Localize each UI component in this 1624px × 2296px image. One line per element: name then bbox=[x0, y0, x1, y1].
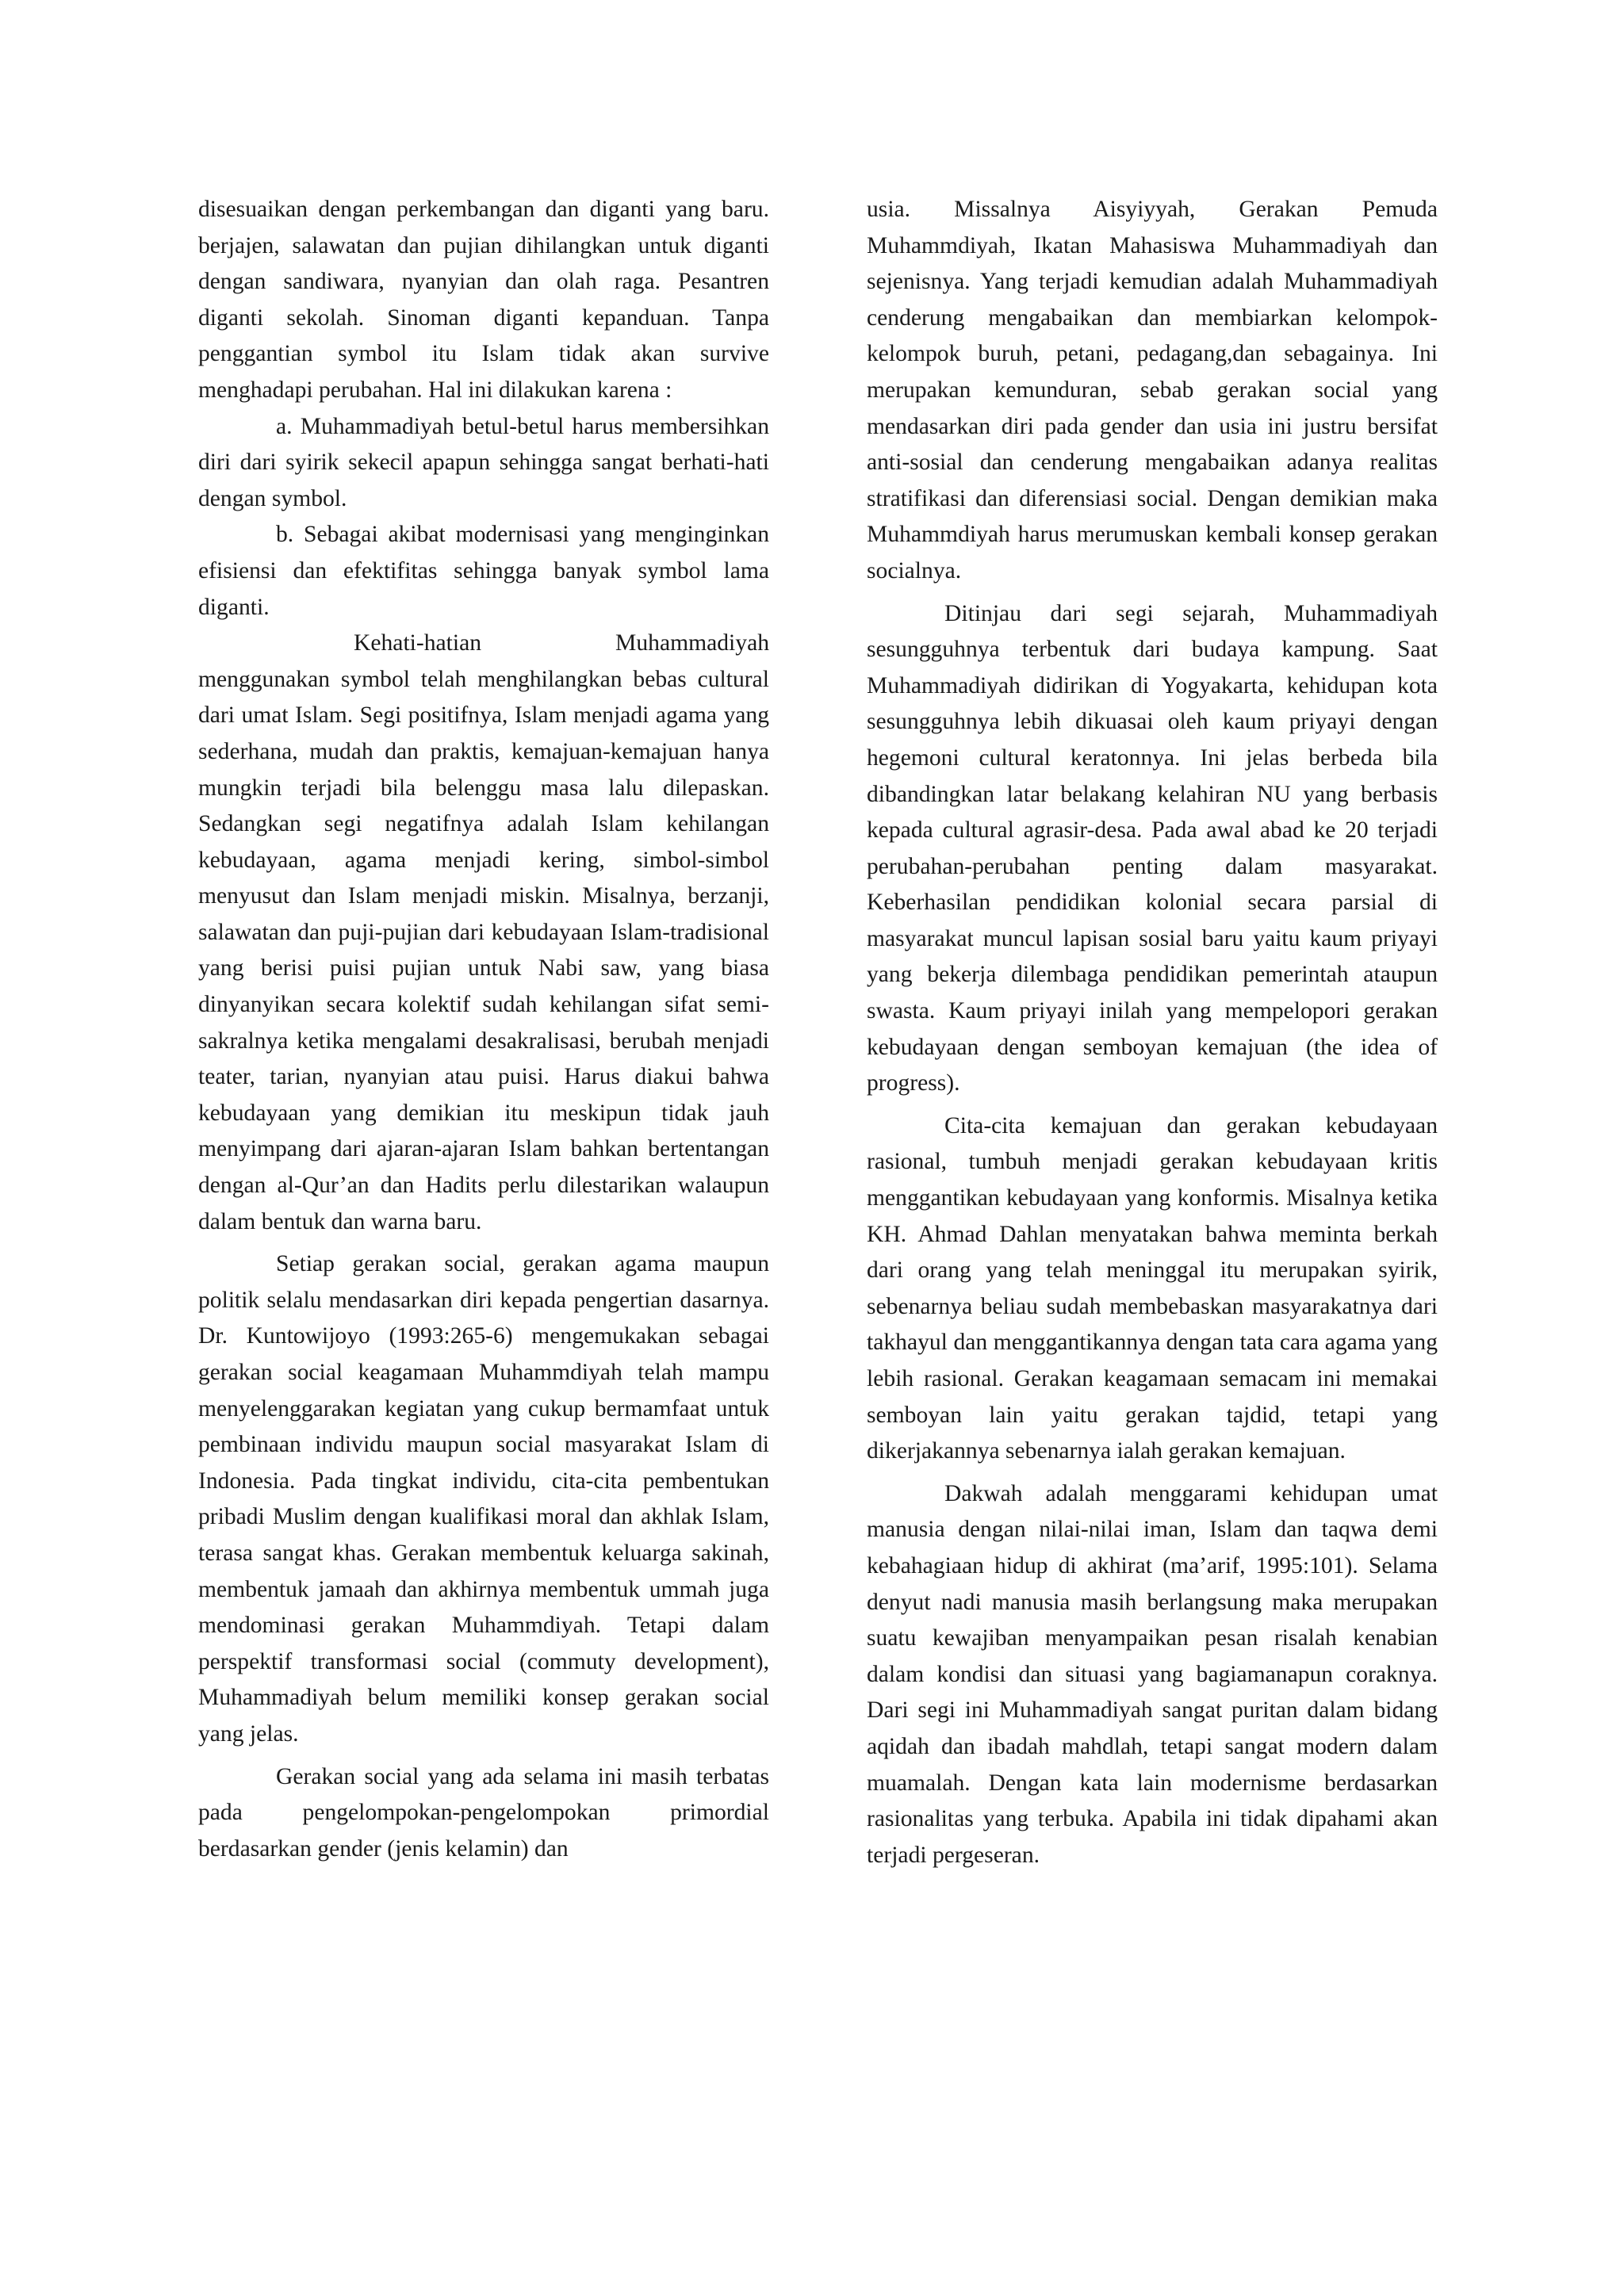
text-segment: Muhammadiyah bbox=[615, 630, 769, 656]
left-column bbox=[198, 192, 769, 1867]
paragraph: disesuaikan dengan perkembangan dan diganti yang baru. berjajen, salawatan dan pujian dihilangkan untuk diganti dengan sandiwara, nyanyian dan olah raga. Pesantren diganti sekolah. Sinoman diganti kepanduan. Tanpa penggantian symbol itu Islam tidak akan survive menghadapi perubahan. Hal ini dilakukan karena : bbox=[198, 197, 769, 403]
list-item-b: b. Sebagai akibat modernisasi yang menginginkan efisiensi dan efektifitas sehingga banyak symbol lama diganti. bbox=[198, 522, 769, 620]
list-item-a: a. Muhammadiyah betul-betul harus membersihkan diri dari syirik sekecil apapun sehingga sangat berhati-hati dengan symbol. bbox=[198, 413, 769, 511]
paragraph: usia. Missalnya Aisyiyyah, Gerakan Pemuda Muhammdiyah, Ikatan Mahasiswa Muhammadiyah dan sejenisnya. Yang terjadi kemudian adalah Muhammadiyah cenderung mengabaikan dan membiarkan kelompok-kelompok buruh, petani, pedagang,dan sebagainya. Ini merupakan kemunduran, sebab gerakan social yang mendasarkan diri pada gender dan usia ini justru bersifat anti-sosial dan cenderung mengabaikan adanya realitas stratifikasi dan diferensiasi social. Dengan demikian maka Muhammdiyah harus merumuskan kembali konsep gerakan socialnya. bbox=[867, 197, 1438, 584]
paragraph: Dakwah adalah menggarami kehidupan umat manusia dengan nilai-nilai iman, Islam dan taqwa demi kebahagiaan hidup di akhirat (ma’arif, 1995:101). Selama denyut nadi manusia masih berlangsung maka merupakan suatu kewajiban menyampaikan pesan risalah kenabian dalam kondisi dan situasi yang bagiamanapun coraknya. Dari segi ini Muhammadiyah sangat puritan dalam bidang aqidah dan ibadah mahdlah, tetapi sangat modern dalam muamalah. Dengan kata lain modernisme berdasarkan rasionalitas yang terbuka. Apabila ini tidak dipahami akan terjadi pergeseran. bbox=[867, 1480, 1438, 1868]
paragraph: Setiap gerakan social, gerakan agama maupun politik selalu mendasarkan diri kepada pengertian dasarnya. Dr. Kuntowijoyo (1993:265-6) mengemukakan sebagai gerakan social keagamaan Muhammdiyah telah mampu menyelenggarakan kegiatan yang cukup bermamfaat untuk pembinaan individu maupun social masyarakat Islam di Indonesia. Pada tingkat individu, cita-cita pembentukan pribadi Muslim dengan kualifikasi moral dan akhlak Islam, terasa sangat khas. Gerakan membentuk keluarga sakinah, membentuk jamaah dan akhirnya membentuk ummah juga mendominasi gerakan Muhammdiyah. Tetapi dalam perspektif transformasi social (commuty development), Muhammadiyah belum memiliki konsep gerakan social yang jelas. bbox=[198, 1251, 769, 1747]
paragraph: Gerakan social yang ada selama ini masih terbatas pada pengelompokan-pengelompokan primordial berdasarkan gender (jenis kelamin) dan bbox=[198, 1763, 769, 1862]
text-segment: Kehati-hatian bbox=[354, 630, 482, 656]
right-column bbox=[867, 192, 1438, 1873]
paragraph: Ditinjau dari segi sejarah, Muhammadiyah sesungguhnya terbentuk dari budaya kampung. Saat Muhammadiyah didirikan di Yogyakarta, kehidupan kota sesungguhnya lebih dikuasai oleh kaum priyayi dengan hegemoni cultural keratonnya. Ini jelas berbeda bila dibandingkan latar belakang kelahiran NU yang berbasis kepada cultural agrasir-desa. Pada awal abad ke 20 terjadi perubahan-perubahan penting dalam masyarakat. Keberhasilan pendidikan kolonial secara parsial di masyarakat muncul lapisan sosial baru yaitu kaum priyayi yang bekerja dilembaga pendidikan pemerintah ataupun swasta. Kaum priyayi inilah yang mempelopori gerakan kebudayaan dengan semboyan kemajuan (the idea of progress). bbox=[867, 600, 1438, 1096]
paragraph bbox=[198, 626, 769, 1240]
paragraph-first-line bbox=[198, 626, 769, 662]
paragraph: Cita-cita kemajuan dan gerakan kebudayaan rasional, tumbuh menjadi gerakan kebudayaan kritis menggantikan kebudayaan yang konformis. Misalnya ketika KH. Ahmad Dahlan menyatakan bahwa meminta berkah dari orang yang telah meninggal itu merupakan syirik, sebenarnya beliau sudah membebaskan masyarakatnya dari takhayul dan menggantikannya dengan tata cara agama yang lebih rasional. Gerakan keagamaan semacam ini memakai semboyan lain yaitu gerakan tajdid, tetapi yang dikerjakannya sebenarnya ialah gerakan kemajuan. bbox=[867, 1112, 1438, 1464]
paragraph-continuation: menggunakan symbol telah menghilangkan bebas cultural dari umat Islam. Segi positifnya, Islam menjadi agama yang sederhana, mudah dan praktis, kemajuan-kemajuan hanya mungkin terjadi bila belenggu masa lalu dilepaskan. Sedangkan segi negatifnya adalah Islam kehilangan kebudayaan, agama menjadi kering, simbol-simbol menyusut dan Islam menjadi miskin. Misalnya, berzanji, salawatan dan puji-pujian dari kebudayaan Islam-tradisional yang berisi puisi pujian untuk Nabi saw, yang biasa dinyanyikan secara kolektif sudah kehilangan sifat semi-sakralnya ketika mengalami desakralisasi, berubah menjadi teater, tarian, nyanyian atau puisi. Harus diakui bahwa kebudayaan yang demikian itu meskipun tidak jauh menyimpang dari ajaran-ajaran Islam bahkan bertentangan dengan al-Qur’an dan Hadits perlu dilestarikan walaupun dalam bentuk dan warna baru. bbox=[198, 666, 769, 1234]
